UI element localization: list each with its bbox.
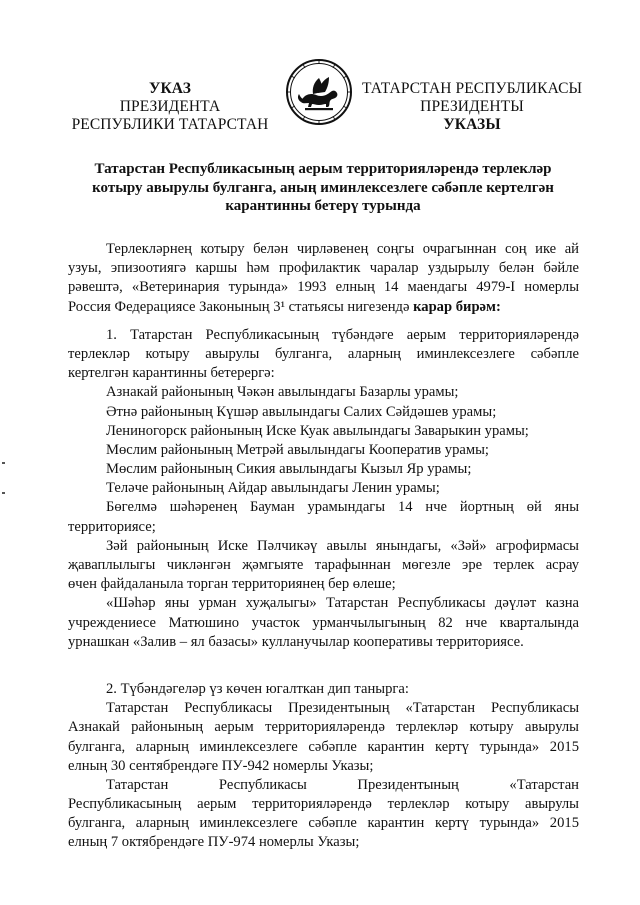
territory-item: Мөслим районының Сикия авылындагы Кызыл Яр урамы; — [106, 461, 472, 478]
header-right-line-3: УКАЗЫ — [443, 116, 501, 133]
coat-of-arms-of-tatarstan-icon — [285, 58, 353, 126]
section1-intro-line-2: терлекләр котыру авырулы булганга, аларның иминлексезлеге сәбәпле — [68, 345, 579, 362]
territory-item-bugulma-line-2: территориясе; — [68, 518, 156, 535]
title-line-2: котыру авырулы булганга, аның иминлексезлеге сәбәпле кертелгән — [92, 179, 554, 196]
section1-intro-line-3: кертелгән карантинны бетерергә: — [68, 365, 275, 382]
territory-item: Лениногорск районының Иске Куак авылындагы Заварыкин урамы; — [106, 422, 529, 439]
title-line-1: Татарстан Республикасының аерым территорияләрендә терлекләр — [94, 161, 552, 177]
scan-mark — [2, 462, 5, 464]
word: Президентының — [357, 776, 459, 793]
territory-item-zai-line-3: өчен файдаланыла торган территориянең бер өлеше; — [68, 576, 396, 593]
section1-intro-line-1: 1. Татарстан Республикасының түбәндәге аерым территорияләрендә — [106, 326, 579, 343]
decree-title — [70, 160, 576, 216]
preamble-line-4 — [68, 298, 579, 317]
preamble-line-2: узуы, эпизоотиягә каршы һәм профилактик чаралар уздырылу белән бәйле — [68, 260, 579, 277]
territory-item-forest-line-3: урнашкан «Залив – ял базасы» кулланучылар кооперативы территориясе. — [68, 633, 524, 650]
territory-item-zai-line-1: Зәй районының Иске Пәлчикәү авылы янындагы, «Зәй» агрофирмасы — [106, 537, 579, 554]
header-left-line-1: УКАЗ — [148, 80, 191, 97]
header-left-russian — [70, 80, 270, 134]
section2-para1-line-3: булганга, аларның иминлексезлеге сәбәпле карантин кертү турында» 2015 — [68, 738, 579, 755]
section2-para1-line-4: елның 30 сентябрендәге ПУ-942 номерлы Указы; — [68, 757, 374, 774]
word: Татарстан — [106, 776, 169, 793]
section2-para2-line-3: булганга, аларның иминлексезлеге сәбәпле карантин кертү турында» 2015 — [68, 815, 579, 832]
territory-item-zai-line-2: җаваплылыгы чикләнгән җәмгыяте тарафыннан мөгезле эре терлек асрау — [68, 557, 579, 573]
header-right-tatar — [362, 80, 582, 134]
territory-item-forest-line-1: «Шәһәр яны урман хуҗалыгы» Татарстан Республикасы дәүләт казна — [106, 595, 579, 612]
territory-item-forest-line-2: учреждениесе Матюшино участок урманчылыгының 82 нче кварталында — [68, 614, 579, 631]
section2-para2-line-4: елның 7 октябрендәге ПУ-974 номерлы Указы; — [68, 834, 360, 851]
section2-para1-line-2: Азнакай районының аерым территорияләрендә терлекләр котыру авырулы — [68, 719, 579, 736]
decree-body — [68, 240, 579, 853]
header-right-line-2: ПРЕЗИДЕНТЫ — [420, 98, 524, 115]
territory-item: Азнакай районының Чәкән авылындагы Базарлы урамы; — [106, 384, 459, 401]
preamble-line-3: рәвештә, «Ветеринария турында» 1993 елның 14 маендагы 4979-I номерлы — [68, 279, 579, 296]
territory-item: Теләче районының Айдар авылындагы Ленин урамы; — [106, 480, 440, 497]
word: Республикасы — [218, 776, 307, 793]
word: «Татарстан — [509, 776, 579, 793]
preamble-text: Россия Федерациясе Законының 3¹ статьясы нигезендә — [68, 298, 414, 315]
header-right-line-1: ТАТАРСТАН РЕСПУБЛИКАСЫ — [362, 80, 583, 97]
territory-item-bugulma-line-1: Бөгелмә шәһәренең Бауман урамындагы 14 нче йортның өй яны — [106, 499, 579, 516]
territory-item: Әтнә районының Күшәр авылындагы Салих Сәйдәшев урамы; — [106, 403, 497, 420]
section2-intro: 2. Түбәндәгеләр үз көчен югалткан дип танырга: — [106, 680, 409, 697]
territory-item: Мөслим районының Метрәй авылындагы Кооператив урамы; — [106, 441, 489, 458]
header-left-line-3: РЕСПУБЛИКИ ТАТАРСТАН — [71, 116, 269, 133]
section2-para1-line-1: Татарстан Республикасы Президентының «Татарстан Республикасы — [106, 700, 579, 717]
title-line-3: карантинны бетерү турында — [225, 198, 421, 214]
preamble-resolution: карар бирәм: — [413, 298, 501, 315]
scan-mark — [2, 492, 5, 494]
header-left-line-2: ПРЕЗИДЕНТА — [119, 98, 221, 115]
preamble-line-1: Терлекләрнең котыру белән чирләвенең соңгы очрагыннан соң ике ай — [106, 241, 579, 257]
section2-para2-line-2: Республикасының аерым территорияләрендә терлекләр котыру авырулы — [68, 796, 579, 813]
section2-para2-line-1 — [68, 776, 579, 795]
